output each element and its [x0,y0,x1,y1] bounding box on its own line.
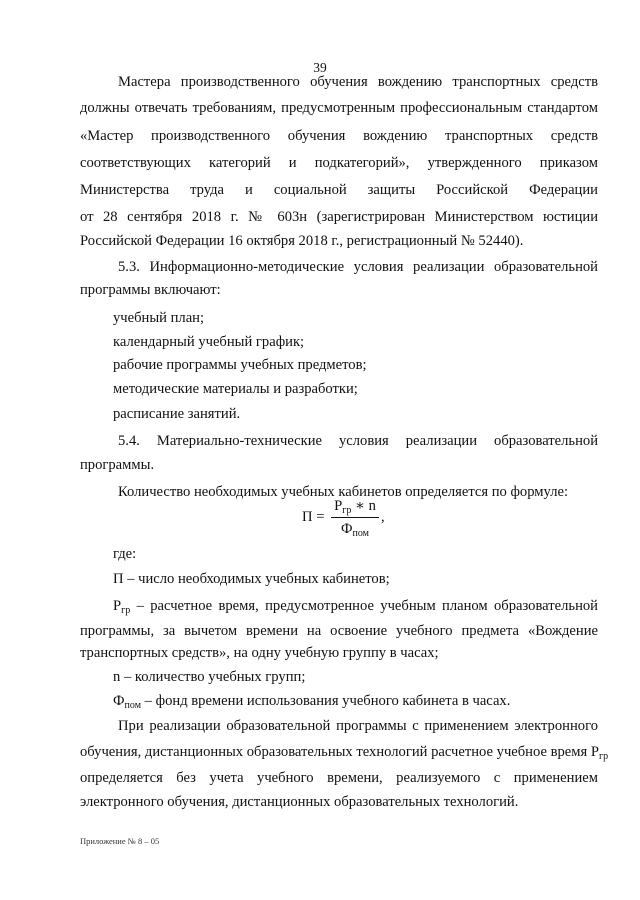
formula-intro: Количество необходимых учебных кабинетов определяется по формуле: [118,484,569,500]
para1-line: соответствующих категорий и подкатегорий», утвержденного приказом [80,155,598,171]
para1-line: должны отвечать требованиям, предусмотренным профессиональным стандартом [80,100,598,116]
formula [300,496,420,542]
formula-denominator: $Ф_{пом}$ [340,521,370,539]
definition-r-line: $Р_{гр}$ – расчетное время, предусмотренное учебным планом образовательной [113,598,598,616]
last-para-line: При реализации образовательной программы с применением электронного [118,718,598,734]
section-5-3-line: программы включают: [80,282,221,298]
para1-line: Мастера производственного обучения вождению транспортных средств [118,74,598,90]
last-para-line: определяется без учета учебного времени, реализуемого с применением [80,770,598,786]
definition-r-line: транспортных средств», на одну учебную группу в часах; [80,645,439,661]
last-para-line: обучения, дистанционных образовательных технологий расчетное учебное время $Р_{гр}$ [80,744,609,762]
para1-line: Российской Федерации 16 октября 2018 г., регистрационный № 52440). [80,233,524,249]
list-item: рабочие программы учебных предметов; [113,357,367,373]
formula-comma: , [381,509,385,525]
para1-line: «Мастер производственного обучения вождению транспортных средств [80,128,598,144]
list-item: методические материалы и разработки; [113,381,358,397]
para1-line: Министерства труда и социальной защиты Российской Федерации [80,182,598,198]
page-number: 39 [313,60,327,75]
list-item: календарный учебный график; [113,334,305,350]
formula-numerator: $Р_{гр}$ ∗ n [334,498,376,516]
fraction-bar [331,517,379,518]
section-5-4-heading: 5.4. Материально-технические условия реализации образовательной [118,433,598,449]
definition-f: $Ф_{пом}$ – фонд времени использования учебного кабинета в часах. [113,693,511,711]
definition-p: П – число необходимых учебных кабинетов; [113,571,390,587]
last-para-line: электронного обучения, дистанционных образовательных технологий. [80,794,519,810]
definition-r-line: программы, за вычетом времени на освоение учебного предмета «Вождение [80,623,598,639]
where-label: где: [113,546,137,562]
para1-line: от 28 сентября 2018 г. № 603н (зарегистрирован Министерством юстиции [80,209,598,225]
page-footer: Приложение № 8 – 05 [80,836,160,846]
list-item: учебный план; [113,310,205,326]
section-5-3-heading: 5.3. Информационно-методические условия реализации образовательной [118,259,598,275]
section-5-4-line: программы. [80,457,155,473]
definition-n: n – количество учебных групп; [113,669,306,685]
formula-lhs: П = [302,509,325,525]
list-item: расписание занятий. [113,406,241,422]
